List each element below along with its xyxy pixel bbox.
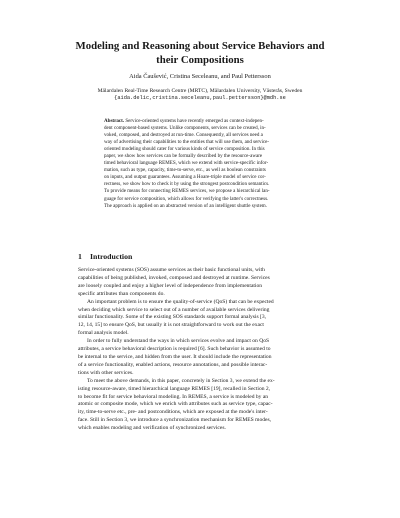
abstract-line: timed behavioral language REMES, which we extend with service-specific infor-: [104, 160, 269, 167]
section-body: [78, 267, 322, 433]
body-line: isting resource-aware, timed hierarchical language REMES [19], recalled in Section 2,: [78, 385, 271, 392]
abstract-line: guage for service composition, which allows for verifying the latter's correctness.: [104, 195, 269, 202]
paragraph: [78, 267, 322, 299]
abstract-line: The approach is applied on an abstracted version of an intelligent shuttle system.: [104, 202, 267, 209]
paper-title-line: Modeling and Reasoning about Service Behaviors and: [75, 40, 325, 52]
body-line: of a service functionality, enabled actions, resource annotations, and possible interac-: [78, 361, 268, 368]
body-line: tions with other services.: [78, 369, 134, 376]
body-line: To meet the above demands, in this paper, concretely in Section 3, we extend the ex-: [87, 377, 275, 384]
paper-authors: Aida Čaušević, Cristina Seceleanu, and Paul Pettersson: [129, 73, 271, 80]
paper-affiliation: [40, 88, 360, 102]
paper-title-line: their Compositions: [156, 53, 244, 66]
body-line: specific attributes than components do.: [78, 290, 165, 297]
body-line: face. Still in Section 3, we introduce a synchronization mechanism for REMES modes,: [78, 417, 272, 424]
abstract-line: voked, composed, and destroyed at run-time. Consequently, all services need a: [104, 132, 263, 139]
abstract-line: Service-oriented systems have recently emerged as context-indepen-: [125, 118, 264, 124]
abstract-label: Abstract.: [104, 118, 125, 124]
abstract-line: dent component-based systems. Unlike components, services can be created, in-: [104, 125, 266, 132]
section-heading: [78, 252, 132, 262]
paragraph: [78, 378, 322, 433]
paragraph: [78, 338, 322, 378]
body-line: to become fit for service behavioral modeling. In REMES, a service is modeled by an: [78, 393, 269, 400]
body-line: when deciding which service to select out of a number of available services delivering: [78, 306, 270, 313]
section-title: Introduction: [90, 252, 133, 261]
abstract: [104, 118, 296, 210]
abstract-line: oriented modeling should cater for various kinds of service composition. In this: [104, 146, 265, 153]
body-line: capabilities of being published, invoked, composed and destroyed at runtime. Services: [78, 274, 270, 281]
body-line: Service-oriented systems (SOS) assume services as their basic functional units, with: [78, 267, 265, 273]
body-line: which enables modeling and verification of synchronized services.: [78, 425, 226, 432]
abstract-line: mation, such as type, capacity, time-to-serve, etc., as well as boolean constraints: [104, 167, 266, 174]
affiliation-institution: Mälardalen Real-Time Research Centre (MRTC), Mälardalen University, Västerås, Sweden: [97, 88, 303, 94]
body-line: An important problem is to ensure the quality-of-service (QoS) that can be expected: [87, 298, 274, 305]
abstract-line: To provide means for connecting REMES services, we propose a hierarchical lan-: [104, 188, 270, 195]
body-line: ity, time-to-serve etc., pre- and postconditions, which are exposed at the mode's inter-: [78, 409, 268, 416]
paragraph: [78, 299, 322, 339]
abstract-line: way of advertising their capabilities to the entities that will use them, and service-: [104, 139, 270, 146]
abstract-line: on inputs, and output guarantees. Assuming a Hoare-triple model of service cor-: [104, 174, 266, 181]
body-line: attributes, a service behavioral description is required [6]. Such behavior is assumed to: [78, 346, 271, 353]
abstract-line: rectness, we show how to check it by using the strongest postcondition semantics.: [104, 181, 270, 188]
affiliation-emails: {aida.delic,cristina.seceleanu,paul.pettersson}@mdh.se: [114, 95, 286, 101]
body-line: atomic or composite mode, which we enrich with attributes such as service type, capac-: [78, 401, 273, 408]
body-line: similar functionality. Some of the existing SOS standards support formal analysis [3,: [78, 314, 267, 321]
body-line: In order to fully understand the ways in which services evolve and impact on QoS: [87, 338, 270, 345]
body-line: 12, 14, 15] to ensure QoS, but usually it is not straightforward to work out the exact: [78, 322, 264, 329]
body-line: be internal to the service, and hidden from the user. It should include the representation: [78, 353, 272, 360]
abstract-line: paper, we show how services can be formally described by the resource-aware: [104, 153, 263, 160]
body-line: are loosely coupled and enjoy a higher level of independence from implementation: [78, 282, 263, 289]
section-number: 1: [78, 252, 82, 261]
paper-title: [60, 40, 340, 67]
body-line: formal analysis model.: [78, 330, 129, 337]
